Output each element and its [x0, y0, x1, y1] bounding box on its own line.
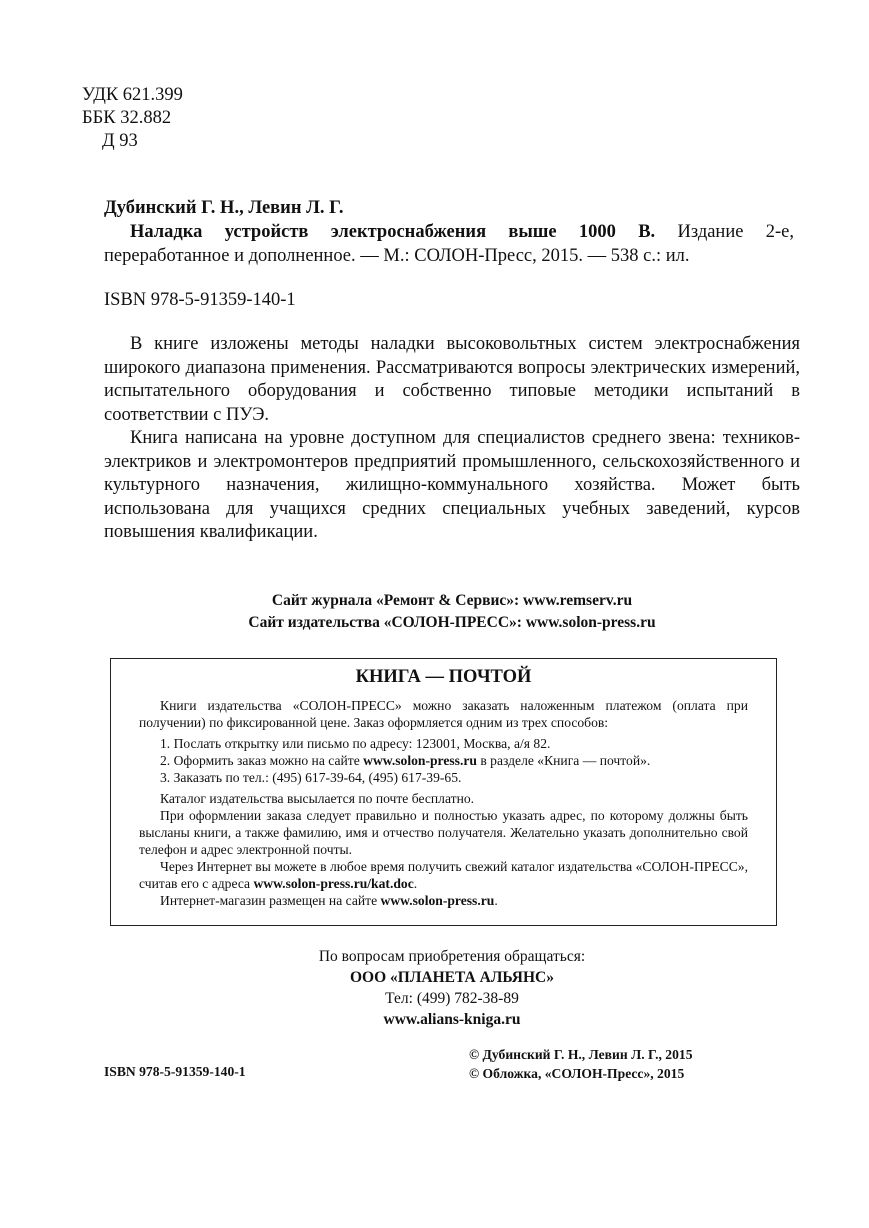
- contacts-company: ООО «ПЛАНЕТА АЛЬЯНС»: [350, 969, 554, 986]
- catalog-note: Каталог издательства высылается по почте бесплатно.: [160, 791, 475, 806]
- mail-order-body: [139, 697, 748, 909]
- book-description: [104, 220, 794, 268]
- isbn-top: ISBN 978-5-91359-140-1: [104, 290, 296, 310]
- author-mark: Д 93: [102, 131, 138, 151]
- mail-order-intro: Книги издательства «СОЛОН-ПРЕСС» можно заказать наложенным платежом (оплата при получении) по фиксированной цене. Заказ оформляется одним из трех способов:: [139, 698, 748, 730]
- annotation-paragraph: Книга написана на уровне доступном для специалистов среднего звена: техников-электриков и электромонтеров предприятий промышленного, сельскохозяйственного и культурного назначения, жилищно-коммунального хозяйства. Может быть использована для учащихся средних специальных учебных заведений, курсов повышения квалификации.: [104, 428, 800, 542]
- contacts-site[interactable]: www.alians-kniga.ru: [383, 1011, 521, 1028]
- book-details: Издание 2-е, переработанное и дополненное. — М.: СОЛОН-Пресс, 2015. — 538 с.: ил.: [104, 222, 794, 266]
- catalog-link[interactable]: www.solon-press.ru/kat.doc: [253, 876, 414, 891]
- internet-shop: Интернет-магазин размещен на сайте www.solon-press.ru.: [160, 893, 498, 908]
- copyright-cover: © Обложка, «СОЛОН-Пресс», 2015: [469, 1066, 685, 1081]
- order-way-2: 2. Оформить заказ можно на сайте www.solon-press.ru в разделе «Книга — почтой».: [160, 753, 651, 768]
- mail-order-box: [110, 658, 777, 926]
- annotation-paragraph: В книге изложены методы наладки высоковольтных систем электроснабжения широкого диапазона применения. Рассматриваются вопросы электрических измерений, испытательного оборудования и собственно типовые методики испытаний в соответствии с ПУЭ.: [104, 334, 800, 425]
- isbn-bottom: ISBN 978-5-91359-140-1: [104, 1064, 246, 1079]
- authors: Дубинский Г. Н., Левин Л. Г.: [104, 198, 344, 218]
- order-way-3: 3. Заказать по тел.: (495) 617-39-64, (495) 617-39-65.: [160, 770, 462, 785]
- udk-code: УДК 621.399: [82, 85, 183, 105]
- copyright-authors: © Дубинский Г. Н., Левин Л. Г., 2015: [469, 1047, 693, 1062]
- contacts-phone: Тел: (499) 782-38-89: [385, 990, 519, 1007]
- copyright: [469, 1045, 693, 1083]
- contacts-intro: По вопросам приобретения обращаться:: [318, 948, 586, 965]
- internet-catalog: Через Интернет вы можете в любое время получить свежий каталог издательства «СОЛОН-ПРЕСС», считав его с адреса www.solon-press.ru/kat.doc.: [139, 859, 748, 891]
- mail-order-heading: КНИГА — ПОЧТОЙ: [355, 667, 532, 687]
- site-publisher: Сайт издательства «СОЛОН-ПРЕСС»: www.solon-press.ru: [248, 614, 656, 631]
- site-magazine: Сайт журнала «Ремонт & Сервис»: www.remserv.ru: [271, 592, 633, 609]
- order-way-1: 1. Послать открытку или письмо по адресу: 123001, Москва, а/я 82.: [160, 736, 551, 751]
- annotation: [104, 333, 800, 545]
- shop-link[interactable]: www.solon-press.ru: [380, 893, 495, 908]
- order-link[interactable]: www.solon-press.ru: [363, 753, 477, 768]
- book-title: Наладка устройств электроснабжения выше 1000 В.: [130, 222, 656, 242]
- bbk-code: ББК 32.882: [82, 108, 172, 128]
- order-note: При оформлении заказа следует правильно и полностью указать адрес, по которому должны быть высланы книги, а также фамилию, имя и отчество получателя. Желательно указать дополнительно свой телефон и адрес электронной почты.: [139, 808, 748, 857]
- classification-codes: [82, 84, 183, 153]
- purchase-contacts: [104, 946, 800, 1030]
- websites: [104, 590, 800, 634]
